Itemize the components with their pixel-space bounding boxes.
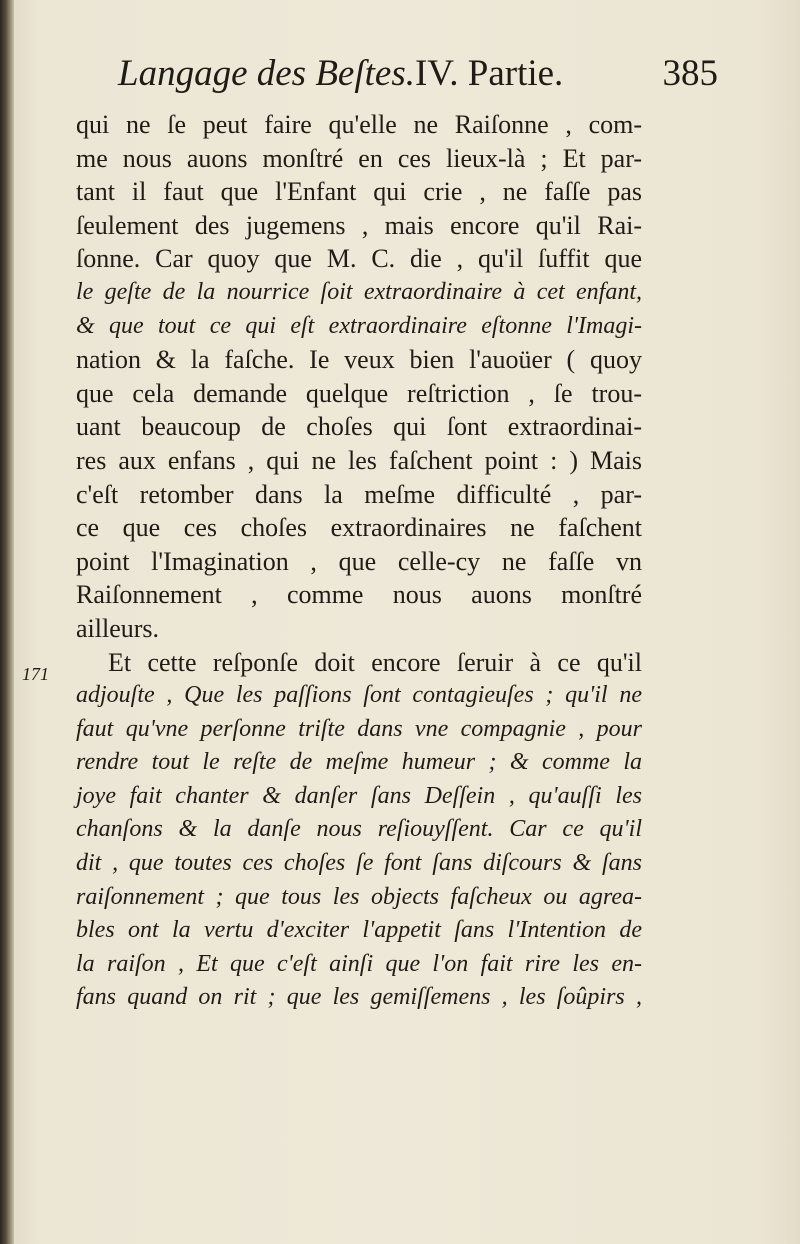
text-line: fans quand on rit ; que les gemiſſemens , les ſoûpirs , (76, 984, 642, 1011)
book-spine (0, 0, 14, 1244)
text-line: joye fait chanter & danſer ſans Deſſein , qu'auſſi les (76, 782, 642, 809)
text-line: me nous auons monſtré en ces lieux-là ; Et par- (76, 143, 642, 173)
text-line: uant beaucoup de choſes qui ſont extraordinai- (76, 412, 642, 442)
text-line: dit , que toutes ces choſes ſe font ſans diſcours & ſans (76, 850, 642, 877)
page-number: 385 (662, 53, 718, 94)
text-line: raiſonnement ; que tous les objects faſcheux ou agrea- (76, 883, 642, 910)
text-line: tant il faut que l'Enfant qui crie , ne faſſe pas (76, 177, 642, 207)
text-line: qui ne ſe peut faire qu'elle ne Raiſonne , com- (76, 110, 642, 139)
text-line: adjouſte , Que les paſſions ſont contagieuſes ; qu'il ne (76, 682, 642, 709)
text-line: nation & la faſche. Ie veux bien l'auoüer ( quoy (76, 345, 642, 375)
text-line: le geſte de la nourrice ſoit extraordinaire à cet enfant, (76, 278, 642, 305)
running-part: IV. Partie. (414, 53, 564, 94)
text-line: que cela demande quelque reſtriction , ſe trou- (76, 378, 642, 408)
margin-note: 171 (22, 664, 49, 684)
text-line: bles ont la vertu d'exciter l'appetit ſans l'Intention de (76, 917, 642, 944)
text-line: ſeulement des jugemens , mais encore qu'il Rai- (76, 210, 642, 240)
running-header (118, 50, 718, 98)
text-line: faut qu'vne perſonne triſte dans vne compagnie , pour (76, 715, 642, 742)
text-line: c'eſt retomber dans la meſme difficulté , par- (76, 479, 642, 509)
text-line: & que tout ce qui eſt extraordinaire eſtonne l'Imagi- (76, 312, 642, 339)
text-line: res aux enfans , qui ne les faſchent point : ) Mais (76, 445, 642, 475)
text-line: Raiſonnement , comme nous auons monſtré (76, 580, 642, 610)
text-line: ailleurs. (76, 613, 160, 643)
body-text (76, 108, 642, 1015)
text-line: point l'Imagination , que celle-cy ne faſſe vn (76, 546, 642, 576)
text-line: la raiſon , Et que c'eſt ainſi que l'on fait rire les en- (76, 950, 642, 977)
text-line: chanſons & la danſe nous reſiouyſſent. Car ce qu'il (76, 816, 642, 843)
text-line: Et cette reſponſe doit encore ſeruir à ce qu'il (108, 647, 642, 677)
running-title: Langage des Beſtes. (118, 53, 415, 94)
text-line: ſonne. Car quoy que M. C. die , qu'il ſuffit que (76, 244, 642, 274)
text-line: rendre tout le reſte de meſme humeur ; & comme la (76, 749, 642, 776)
text-line: ce que ces choſes extraordinaires ne faſchent (76, 513, 642, 543)
